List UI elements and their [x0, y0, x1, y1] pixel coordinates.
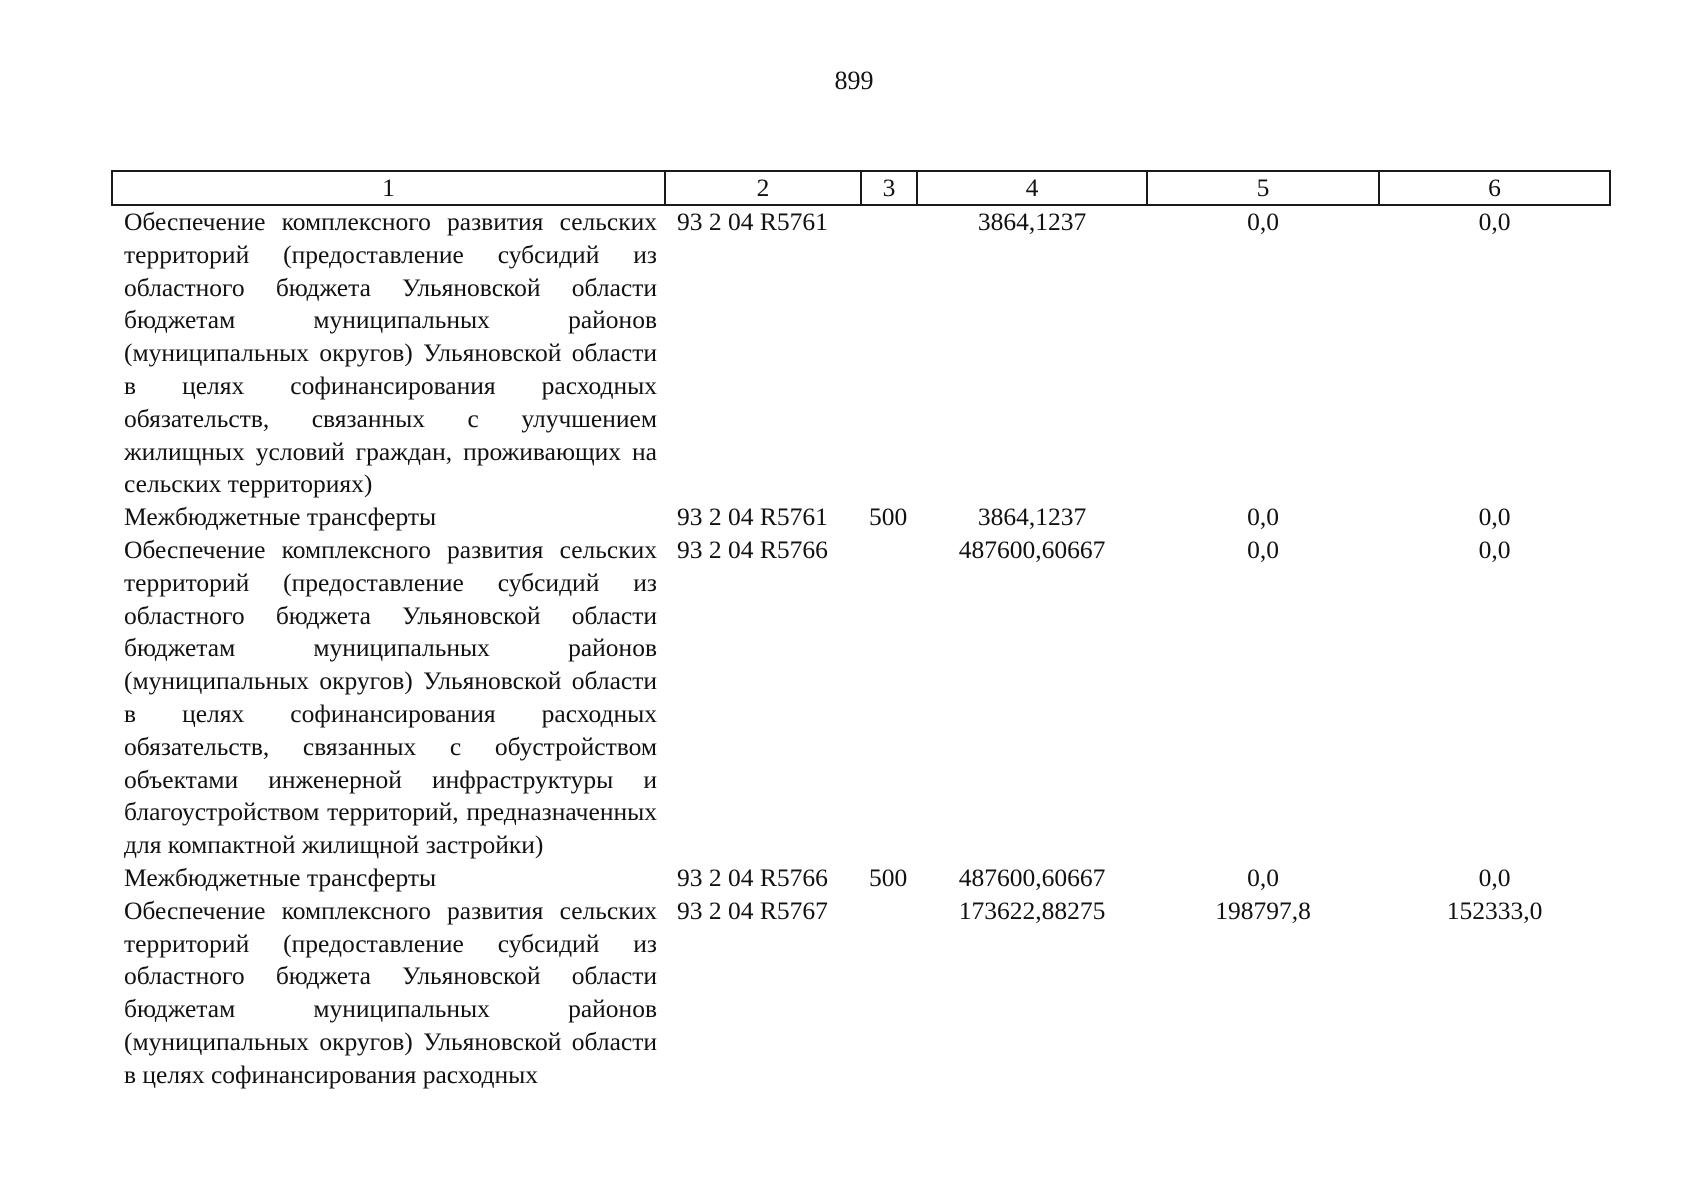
- row-amount-col5: 0,0: [1247, 534, 1279, 564]
- table-header-row: [112, 171, 1610, 205]
- row-amount-col4: 3864,1237: [977, 207, 1087, 236]
- row-amount-col5: 0,0: [1247, 502, 1279, 532]
- row-amount-col6: 0,0: [1478, 534, 1511, 564]
- table-row: [112, 862, 1610, 895]
- table-row: [112, 534, 1610, 862]
- table-row: [112, 895, 1610, 1092]
- row-expense-type: [861, 205, 917, 501]
- column-header: 2: [665, 171, 861, 205]
- row-target-code: 93 2 04 R5766: [677, 862, 828, 892]
- row-amount-col5: 0,0: [1247, 207, 1279, 236]
- row-amount-col5: 198797,8: [1215, 895, 1311, 925]
- column-header: 4: [917, 171, 1147, 205]
- row-expense-type: [861, 895, 917, 1092]
- table-row: [112, 501, 1610, 534]
- row-amount-col6: 0,0: [1478, 502, 1511, 532]
- column-header: 6: [1379, 171, 1610, 205]
- column-header: 3: [861, 171, 917, 205]
- row-description: Межбюджетные трансферты: [124, 862, 437, 892]
- row-description: Межбюджетные трансферты: [124, 502, 437, 532]
- row-amount-col5: 0,0: [1247, 862, 1279, 892]
- row-expense-type: 500: [869, 502, 908, 532]
- budget-table: [111, 170, 1611, 1092]
- row-amount-col4: 173622,88275: [958, 895, 1106, 925]
- row-amount-col6: 152333,0: [1446, 895, 1543, 925]
- row-target-code: 93 2 04 R5766: [677, 534, 828, 564]
- column-header: 1: [112, 171, 665, 205]
- column-header: 5: [1147, 171, 1379, 205]
- row-expense-type: [861, 534, 917, 862]
- row-description: Обеспечение комплексного развития сельских территорий (предоставление субсидий из областного бюджета Ульяновской области бюджетам муниципальных районов (муниципальных округов) Ульяновской области в целях софинансирования расходных обязательств, связанных с улучшением жилищных условий граждан, проживающих на сельских территориях): [124, 207, 657, 499]
- table-row: [112, 205, 1610, 501]
- row-amount-col6: 0,0: [1478, 207, 1511, 236]
- row-amount-col4: 487600,60667: [958, 534, 1106, 564]
- row-expense-type: 500: [869, 862, 908, 892]
- row-description: Обеспечение комплексного развития сельских территорий (предоставление субсидий из областного бюджета Ульяновской области бюджетам муниципальных районов (муниципальных округов) Ульяновской области в целях софинансирования расходных обязательств, связанных с обустройством объектами инженерной инфраструктуры и благоустройством территорий, предназначенных для компактной жилищной застройки): [124, 534, 657, 860]
- row-description: Обеспечение комплексного развития сельских территорий (предоставление субсидий из областного бюджета Ульяновской области бюджетам муниципальных районов (муниципальных округов) Ульяновской области в целях софинансирования расходных: [124, 895, 657, 1089]
- row-amount-col4: 3864,1237: [977, 502, 1087, 532]
- row-target-code: 93 2 04 R5767: [677, 895, 828, 925]
- row-amount-col4: 487600,60667: [958, 862, 1106, 892]
- row-target-code: 93 2 04 R5761: [677, 502, 828, 532]
- row-amount-col6: 0,0: [1478, 862, 1511, 892]
- row-target-code: 93 2 04 R5761: [677, 207, 828, 236]
- page-number: 899: [834, 66, 874, 95]
